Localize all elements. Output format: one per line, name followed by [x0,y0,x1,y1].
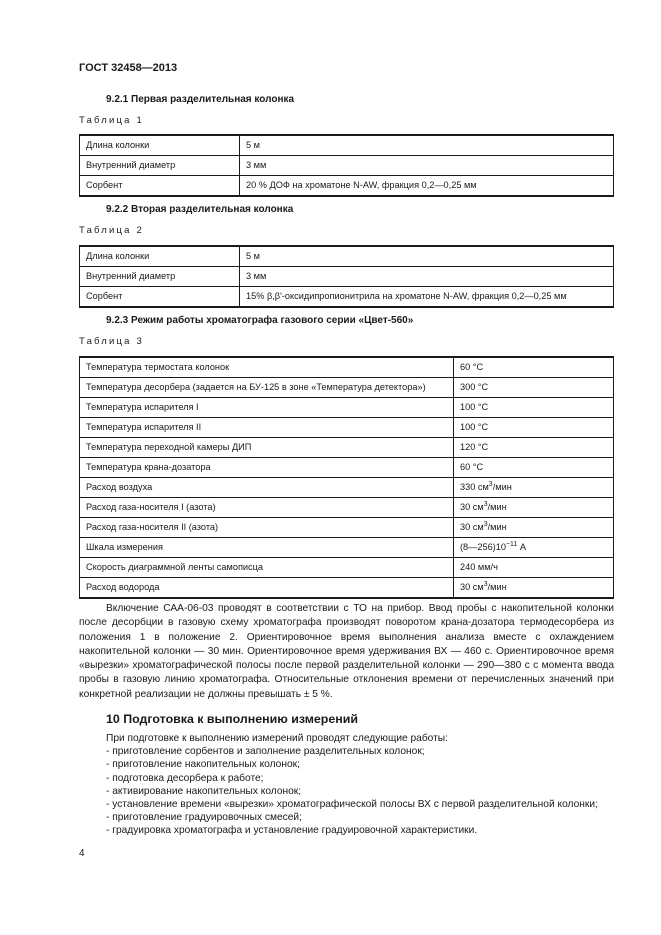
table-row [80,156,614,176]
table-cell-value: 120 °С [454,438,614,458]
table-cell-name: Температура испарителя I [80,398,454,418]
table-2 [79,245,614,308]
table-cell-name: Внутренний диаметр [80,156,240,176]
list-item: - активирование накопительных колонок; [106,785,302,797]
table-cell-value: 60 °С [454,357,614,378]
table-row [80,176,614,197]
table-cell-name: Расход газа-носителя I (азота) [80,498,454,518]
table-cell-value [454,578,614,599]
value-unit: /мин [487,502,507,512]
value-unit: /мин [492,482,512,492]
table-3-caption: Таблица 3 [79,336,144,347]
value-unit: /мин [487,522,507,532]
value-superscript: 3 [488,480,493,488]
table-cell-value: 100 °С [454,418,614,438]
table-row [80,498,614,518]
value-superscript: −11 [505,540,518,548]
table-cell-value [454,518,614,538]
table-row [80,438,614,458]
standard-header: ГОСТ 32458—2013 [79,62,178,74]
table-1-caption: Таблица 1 [79,115,144,126]
table-row [80,357,614,378]
table-cell-name: Температура переходной камеры ДИП [80,438,454,458]
table-cell-name: Расход газа-носителя II (азота) [80,518,454,538]
table-cell-name: Сорбент [80,176,240,197]
table-cell-value: 100 °С [454,398,614,418]
table-cell-value: 3 мм [240,156,614,176]
list-item: - градуировка хроматографа и установление градуировочной характеристики. [106,825,478,837]
table-cell-value [454,498,614,518]
table-cell-value: 15% β,β'-оксидипропионитрила на хроматоне N-AW, фракция 0,2—0,25 мм [240,287,614,308]
table-cell-name: Температура термостата колонок [80,357,454,378]
table-1 [79,134,614,197]
preparation-list [106,732,621,838]
table-cell-name: Температура крана-дозатора [80,458,454,478]
section-9-2-2-title: 9.2.2 Вторая разделительная колонка [106,204,294,215]
table-cell-name: Температура десорбера (задается на БУ-125 в зоне «Температура детектора») [80,378,454,398]
value-superscript: 3 [483,580,488,588]
value-unit: А [517,542,527,552]
value-text: 30 см [460,582,484,592]
table-row [80,538,614,558]
table-cell-name: Сорбент [80,287,240,308]
value-unit: /мин [487,582,507,592]
list-item: - приготовление градуировочных смесей; [106,812,302,824]
table-row [80,267,614,287]
table-row [80,287,614,308]
table-cell-name: Длина колонки [80,135,240,156]
table-cell-value: 60 °С [454,458,614,478]
body-paragraph [79,602,614,702]
table-cell-name: Расход воздуха [80,478,454,498]
table-cell-value: 3 мм [240,267,614,287]
table-cell-name: Расход водорода [80,578,454,599]
value-text: 30 см [460,522,484,532]
page-number: 4 [79,848,85,859]
table-cell-value [454,478,614,498]
list-item: - приготовление сорбентов и заполнение разделительных колонок; [106,746,425,758]
value-text: 330 см [460,482,489,492]
table-row [80,478,614,498]
table-cell-value [454,538,614,558]
table-row [80,378,614,398]
table-cell-value: 300 °С [454,378,614,398]
section-10-title: 10 Подготовка к выполнению измерений [106,712,358,726]
list-intro: При подготовке к выполнению измерений проводят следующие работы: [106,733,448,744]
table-cell-name: Скорость диаграммной ленты самописца [80,558,454,578]
table-3 [79,356,614,599]
value-text: (8—256)10 [460,542,506,552]
section-9-2-3-title: 9.2.3 Режим работы хроматографа газового серии «Цвет-560» [106,315,414,326]
table-row [80,398,614,418]
value-superscript: 3 [483,500,488,508]
table-cell-value: 5 м [240,246,614,267]
table-cell-value: 20 % ДОФ на хроматоне N-AW, фракция 0,2—0,25 мм [240,176,614,197]
value-superscript: 3 [483,520,488,528]
paragraph-text: Включение САА-06-03 проводят в соответствии с ТО на прибор. Ввод пробы с накопительной колонки после десорбции в газовую схему хроматографа производят поворотом крана-дозатора термодесорбера из положения 1 в положение 2. Ориентировочное время выполнения анализа вместе с охлаждением накопительной колонки — 30 мин. Ориентировочное время удерживания ВХ — 460 с. Ориентировочное время «вырезки» хроматографической полосы после первой разделительной колонки — 290—380 с с момента ввода пробы в газовую линию хроматографа. Относительные отклонения времени от перечисленных значений при конкретной реализации не должны превышать ± 5 %. [79,603,614,700]
section-9-2-1-title: 9.2.1 Первая разделительная колонка [106,94,295,105]
table-cell-name: Внутренний диаметр [80,267,240,287]
table-cell-name: Шкала измерения [80,538,454,558]
table-row [80,518,614,538]
table-cell-name: Длина колонки [80,246,240,267]
list-item: - установление времени «вырезки» хроматографической полосы ВХ с первой разделительной колонки; [106,799,598,811]
table-row [80,558,614,578]
table-cell-value: 5 м [240,135,614,156]
table-cell-name: Температура испарителя II [80,418,454,438]
list-item: - подготовка десорбера к работе; [106,772,264,784]
list-item: - приготовление накопительных колонок; [106,759,300,771]
table-row [80,418,614,438]
table-row [80,458,614,478]
table-cell-value: 240 мм/ч [454,558,614,578]
table-row [80,578,614,599]
table-2-caption: Таблица 2 [79,225,144,236]
value-text: 30 см [460,502,484,512]
table-row [80,135,614,156]
table-row [80,246,614,267]
